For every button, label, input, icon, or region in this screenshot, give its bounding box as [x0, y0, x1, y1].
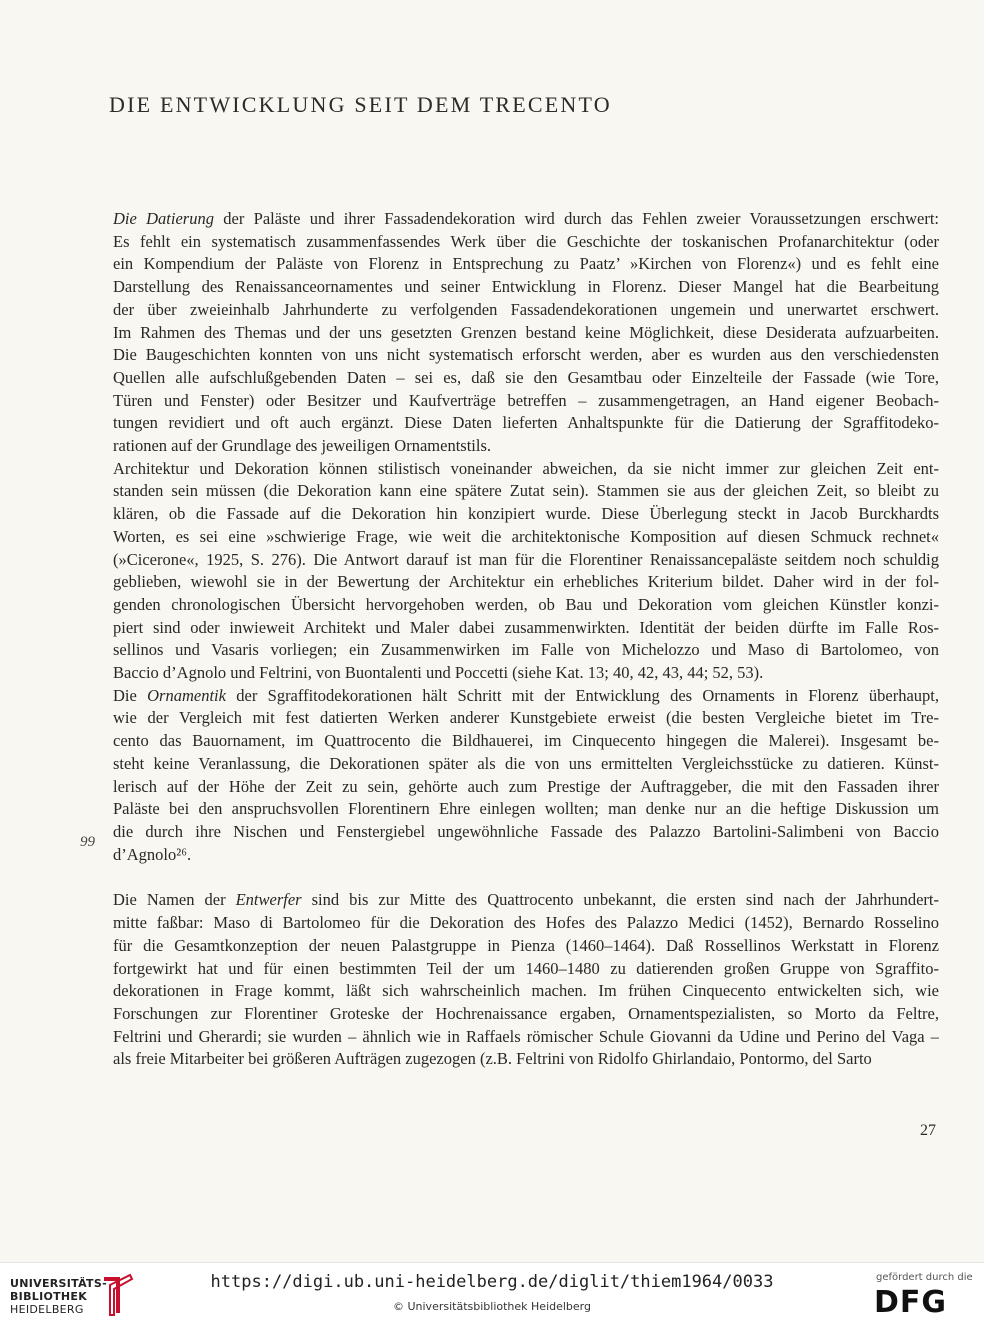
- text-line: [113, 662, 939, 685]
- text-line: [113, 821, 939, 844]
- emphasized-term: Ornamentik: [147, 685, 226, 705]
- library-name-line-2: BIBLIOTHEK: [10, 1290, 88, 1303]
- text-line: [113, 776, 939, 799]
- text-line: [113, 322, 939, 345]
- text-line: [113, 299, 939, 322]
- text-line: [113, 549, 939, 572]
- funding-note: gefördert durch die: [876, 1272, 973, 1283]
- text-line: [113, 344, 939, 367]
- text-line: [113, 480, 939, 503]
- text-run: standen sein müssen (die Dekoration kann eine spätere Zutat sein). Stammen sie aus der gleichen Zeit, so bleibt zu: [113, 481, 939, 501]
- text-run: Forschungen zur Florentiner Groteske der Hochrenaissance ergaben, Ornamentspezialisten, so Morto da Feltre,: [113, 1003, 939, 1023]
- text-run: mitte faßbar: Maso di Bartolomeo für die Dekoration des Hofes des Palazzo Medici (1452), Bernardo Rosselino: [113, 913, 939, 933]
- paragraph: [113, 889, 939, 1071]
- text-run: Architektur und Dekoration können stilistisch voneinander abweichen, da sie nicht immer zur gleichen Zeit ent-: [113, 458, 939, 478]
- text-run: Die Baugeschichten konnten von uns nicht systematisch erforscht werden, aber es wurden aus den verschiedensten: [113, 345, 939, 365]
- text-line: [113, 1003, 939, 1026]
- text-run: wie der Vergleich mit fest datierten Werken anderer Kunstgebiete erweist (die besten Vergleiche bietet im Tre-: [113, 708, 939, 728]
- text-line: [113, 571, 939, 594]
- margin-reference-number: 99: [80, 834, 95, 850]
- text-run: die durch ihre Nischen und Fenstergiebel ungewöhnliche Fassade des Palazzo Bartolini-Salimbeni von Baccio: [113, 821, 939, 841]
- text-run: Paläste bei den anspruchsvollen Florentinern Ehre einlegen wollten; man denke nur an die heftige Diskussion um: [113, 799, 939, 819]
- text-line: [113, 685, 939, 708]
- text-line: [113, 231, 939, 254]
- text-run: Feltrini und Gherardi; sie wurden – ähnlich wie in Raffaels römischer Schule Giovanni da Udine und Perino del Vaga –: [113, 1026, 939, 1046]
- text-run: Türen und Fenster) oder Besitzer und Kaufverträge betreffen – zusammengetragen, an Hand eigener Beobach-: [113, 390, 939, 410]
- text-line: [113, 889, 939, 912]
- text-run: fortgewirkt hat und für einen bestimmten Teil der um 1460–1480 zu datierenden großen Gruppe von Sgraffito-: [113, 958, 939, 978]
- text-run: sind bis zur Mitte des Quattrocento unbekannt, die ersten sind nach der Jahrhundert-: [301, 890, 939, 910]
- text-run: ein Kompendium der Paläste von Florenz in Entsprechung zu Paatz’ »Kirchen von Florenz«) und es fehlt eine: [113, 254, 939, 274]
- dfg-logo: DFG: [874, 1285, 948, 1320]
- page-number: 27: [920, 1122, 936, 1139]
- text-line: [113, 844, 939, 867]
- text-run: Die: [113, 685, 148, 705]
- text-run: Im Rahmen des Themas und der uns gesetzten Grenzen bestand keine Möglichkeit, diese Desiderata aufzuarbeiten.: [113, 322, 939, 342]
- text-run: geblieben, wiewohl sie in der Bewertung der Architektur ein erhebliches Kriterium bildet. Daher wird in der fol-: [113, 572, 939, 592]
- text-run: sellinos und Vasaris vorliegen; ein Zusammenwirken im Falle von Michelozzo und Maso di Bartolomeo, von: [113, 640, 939, 660]
- library-name-line-3: HEIDELBERG: [10, 1303, 84, 1316]
- text-run: der Paläste und ihrer Fassadendekoration wird durch das Fehlen zweier Voraussetzungen erschwert:: [213, 209, 939, 228]
- text-line: [113, 617, 939, 640]
- text-run: Worten, es sei eine »schwierige Frage, wie weit die architektonische Komposition auf diesen Schmuck rechnet«: [113, 526, 939, 546]
- paragraph: [113, 208, 939, 458]
- text-line: [113, 435, 939, 458]
- text-run: Die Namen der: [113, 890, 236, 910]
- text-run: der über zweieinhalb Jahrhunderte zu verfolgenden Fassadendekorationen ungemein und unerwartet erschwert.: [113, 299, 939, 319]
- permalink-url[interactable]: https://digi.ub.uni-heidelberg.de/diglit/thiem1964/0033: [210, 1272, 774, 1292]
- text-run: cento das Bauornament, im Quattrocento die Bildhauerei, im Cinquecento hingegen die Malerei). Insgesamt be-: [113, 731, 939, 751]
- text-run: der Sgraffitodekorationen hält Schritt mit der Entwicklung des Ornaments in Florenz überhaupt,: [225, 685, 939, 705]
- text-line: [113, 253, 939, 276]
- text-run: genden chronologischen Übersicht hervorgehoben werden, ob Bau und Dekoration vom gleichen Künstler konzi-: [113, 594, 939, 614]
- text-line: [113, 980, 939, 1003]
- text-run: d’Agnolo²⁶.: [113, 844, 192, 864]
- text-run: Baccio d’Agnolo und Feltrini, von Buontalenti und Poccetti (siehe Kat. 13; 40, 42, 43, 44; 52, 53).: [113, 663, 764, 683]
- text-line: [113, 412, 939, 435]
- text-run: lerisch auf der Höhe der Zeit zu sein, gehörte auch zum Prestige der Auftraggeber, die mit den Fassaden ihrer: [113, 776, 939, 796]
- text-line: [113, 1026, 939, 1049]
- text-line: [113, 958, 939, 981]
- text-line: [113, 753, 939, 776]
- text-line: [113, 503, 939, 526]
- text-run: steht keine Veranlassung, die Dekorationen später als die von uns ermittelten Vergleichsstücke zu datieren. Künst-: [113, 753, 939, 773]
- text-run: klären, ob die Fassade auf die Dekoration hin konzipiert wurde. Diese Überlegung steckt in Jacob Burckhardts: [113, 504, 939, 524]
- text-run: dekorationen in Frage kommt, läßt sich wahrscheinlich machen. Im frühen Cinquecento entwickelten sich, wie: [113, 981, 939, 1001]
- emphasized-term: Entwerfer: [235, 890, 302, 910]
- body-text: [113, 208, 939, 1071]
- text-line: [113, 730, 939, 753]
- text-line: [113, 935, 939, 958]
- text-run: als freie Mitarbeiter bei größeren Aufträgen zugezogen (z.B. Feltrini von Ridolfo Ghirlandaio, Pontormo, del Sarto: [113, 1049, 872, 1069]
- text-line: [113, 390, 939, 413]
- digitization-footer: [0, 1262, 984, 1325]
- text-line: [113, 458, 939, 481]
- text-run: Quellen alle aufschlußgebenden Daten – sei es, daß sie den Gesamtbau oder Einzelteile der Fassade (wie Tore,: [113, 367, 939, 387]
- text-line: [113, 707, 939, 730]
- copyright-notice: © Universitätsbibliothek Heidelberg: [392, 1300, 591, 1313]
- text-run: piert sind oder inwieweit Architekt und Maler dabei zusammenwirkten. Identität der beiden dürfte im Falle Ros-: [113, 617, 939, 637]
- text-line: [113, 639, 939, 662]
- text-line: [113, 526, 939, 549]
- text-run: Es fehlt ein systematisch zusammenfassendes Werk über die Geschichte der toskanischen Profanarchitektur (oder: [113, 231, 939, 251]
- text-run: für die Gesamtkonzeption der neuen Palastgruppe in Pienza (1460–1464). Daß Rossellinos Werkstatt in Florenz: [113, 935, 939, 955]
- page-heading: DIE ENTWICKLUNG SEIT DEM TRECENTO: [109, 92, 612, 117]
- library-name-line-1: UNIVERSITÄTS-: [10, 1277, 107, 1290]
- text-line: [113, 208, 939, 231]
- text-line: [113, 912, 939, 935]
- text-run: Darstellung des Renaissanceornamentes und seiner Entwicklung in Florenz. Dieser Mangel hat die Bearbeitung: [113, 277, 939, 297]
- text-line: [113, 594, 939, 617]
- paragraph: [113, 458, 939, 685]
- text-run: rationen auf der Grundlage des jeweiligen Ornamentstils.: [113, 436, 492, 456]
- text-run: (»Cicerone«, 1925, S. 276). Die Antwort darauf ist man für die Florentiner Renaissancepaläste seitdem noch schuldig: [113, 549, 939, 569]
- text-run: tungen revidiert und oft auch ergänzt. Diese Daten lieferten Anhaltspunkte für die Datierung der Sgraffitodeko-: [113, 413, 939, 433]
- text-line: [113, 276, 939, 299]
- paragraph: [113, 685, 939, 867]
- text-line: [113, 1048, 939, 1071]
- text-line: [113, 798, 939, 821]
- text-line: [113, 367, 939, 390]
- emphasized-term: Die Datierung: [113, 209, 214, 228]
